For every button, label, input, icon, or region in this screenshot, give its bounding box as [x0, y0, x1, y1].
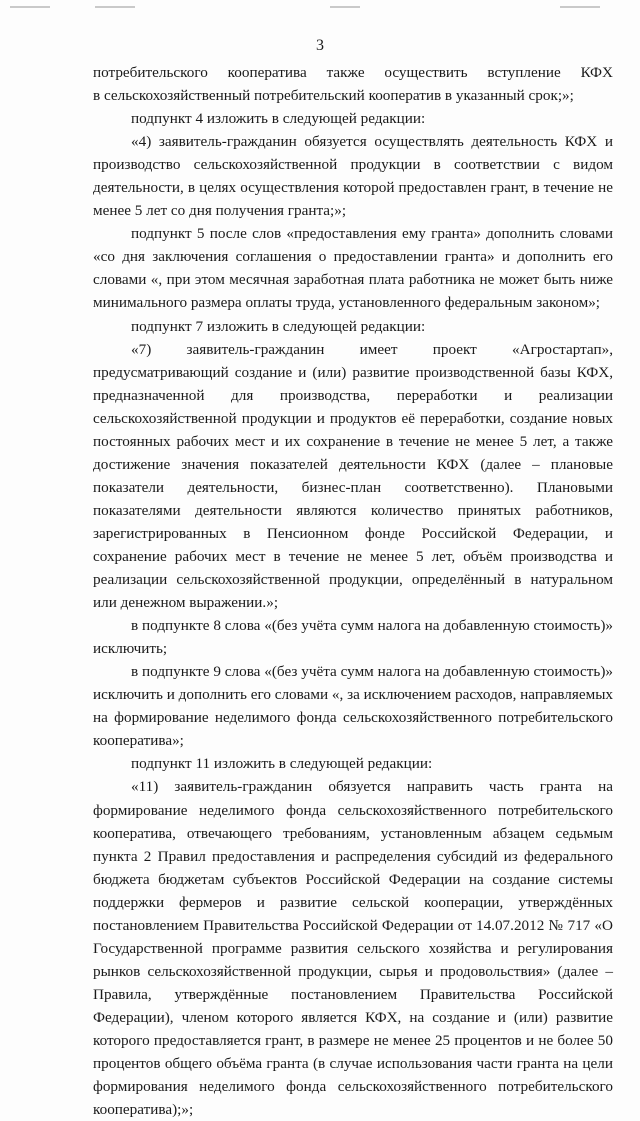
paragraph: подпункт 7 изложить в следующей редакции:	[131, 317, 426, 335]
paragraph: подпункт 11 изложить в следующей редакции:	[131, 755, 433, 773]
scan-artifact-mark	[560, 6, 600, 8]
paragraph: «11) заявитель-гражданин обязуется направить часть гранта на формирование неделимого фонда сельскохозяйственного потребительского кооператива, отвечающего требованиям, установленным абзацем седьмым пункта 2 Правил предоставления и распределения субсидий из федерального бюджета бюджетам субъектов Российской Федерации на создание системы поддержки фермеров и развитие сельской кооперации, утверждённых постановлением Правительства Российской Федерации от 14.07.2012 № 717 «О Государственной программе развития сельского хозяйства и регулирования рынков сельскохозяйственной продукции, сырья и продовольствия» (далее – Правила, утверждённые постановлением Правительства Российской Федерации), членом которого является КФХ, на создание и (или) развитие которого предоставляется грант, в размере не менее 25 процентов и не более 50 процентов общего объёма гранта (в случае использования части гранта на цели формирования неделимого фонда сельскохозяйственного потребительского кооператива);»;	[93, 778, 613, 1119]
paragraph: в подпункте 9 слова «(без учёта сумм налога на добавленную стоимость)» исключить и дополнить его словами «, за исключением расходов, направляемых на формирование неделимого фонда сельскохозяйственного потребительского кооператива»;	[93, 663, 613, 750]
paragraph: в сельскохозяйственный потребительский кооператив в указанный срок;»;	[93, 87, 574, 105]
paragraph: «7) заявитель-гражданин имеет проект «Агростартап», предусматривающий создание и (или) развитие производственной базы КФХ, предназначенной для производства, переработки и реализации сельскохозяйственной продукции и продуктов её переработки, создание новых постоянных рабочих мест и их сохранение в течение не менее 5 лет, а также достижение значения показателей деятельности КФХ (далее – плановые показатели деятельности, бизнес-план соответственно). Плановыми показателями деятельности являются количество принятых работников, зарегистрированных в Пенсионном фонде Российской Федерации, и сохранение рабочих мест в течение не менее 5 лет, объём производства и реализации сельскохозяйственной продукции, определённый в натуральном или денежном выражении.»;	[93, 340, 613, 612]
paragraph: потребительского кооператива также осуществить вступление КФХ	[93, 64, 613, 81]
scan-artifact-mark	[95, 6, 135, 8]
document-body	[93, 61, 613, 1121]
paragraph: «4) заявитель-гражданин обязуется осуществлять деятельность КФХ и производство сельскохозяйственной продукции в соответствии с видом деятельности, в целях осуществления которой предоставлен грант, в течение не менее 5 лет со дня получения гранта;»;	[93, 133, 613, 220]
paragraph: в подпункте 8 слова «(без учёта сумм налога на добавленную стоимость)» исключить;	[93, 617, 613, 658]
scan-artifact-mark	[10, 6, 50, 8]
paragraph: подпункт 5 после слов «предоставления ему гранта» дополнить словами «со дня заключения соглашения о предоставлении гранта» и дополнить его словами «, при этом месячная заработная плата работника не может быть ниже минимального размера оплаты труда, установленного федеральным законом»;	[93, 225, 613, 312]
scan-artifact-mark	[330, 6, 360, 8]
paragraph: подпункт 4 изложить в следующей редакции:	[131, 110, 426, 128]
page-number: 3	[316, 37, 324, 54]
